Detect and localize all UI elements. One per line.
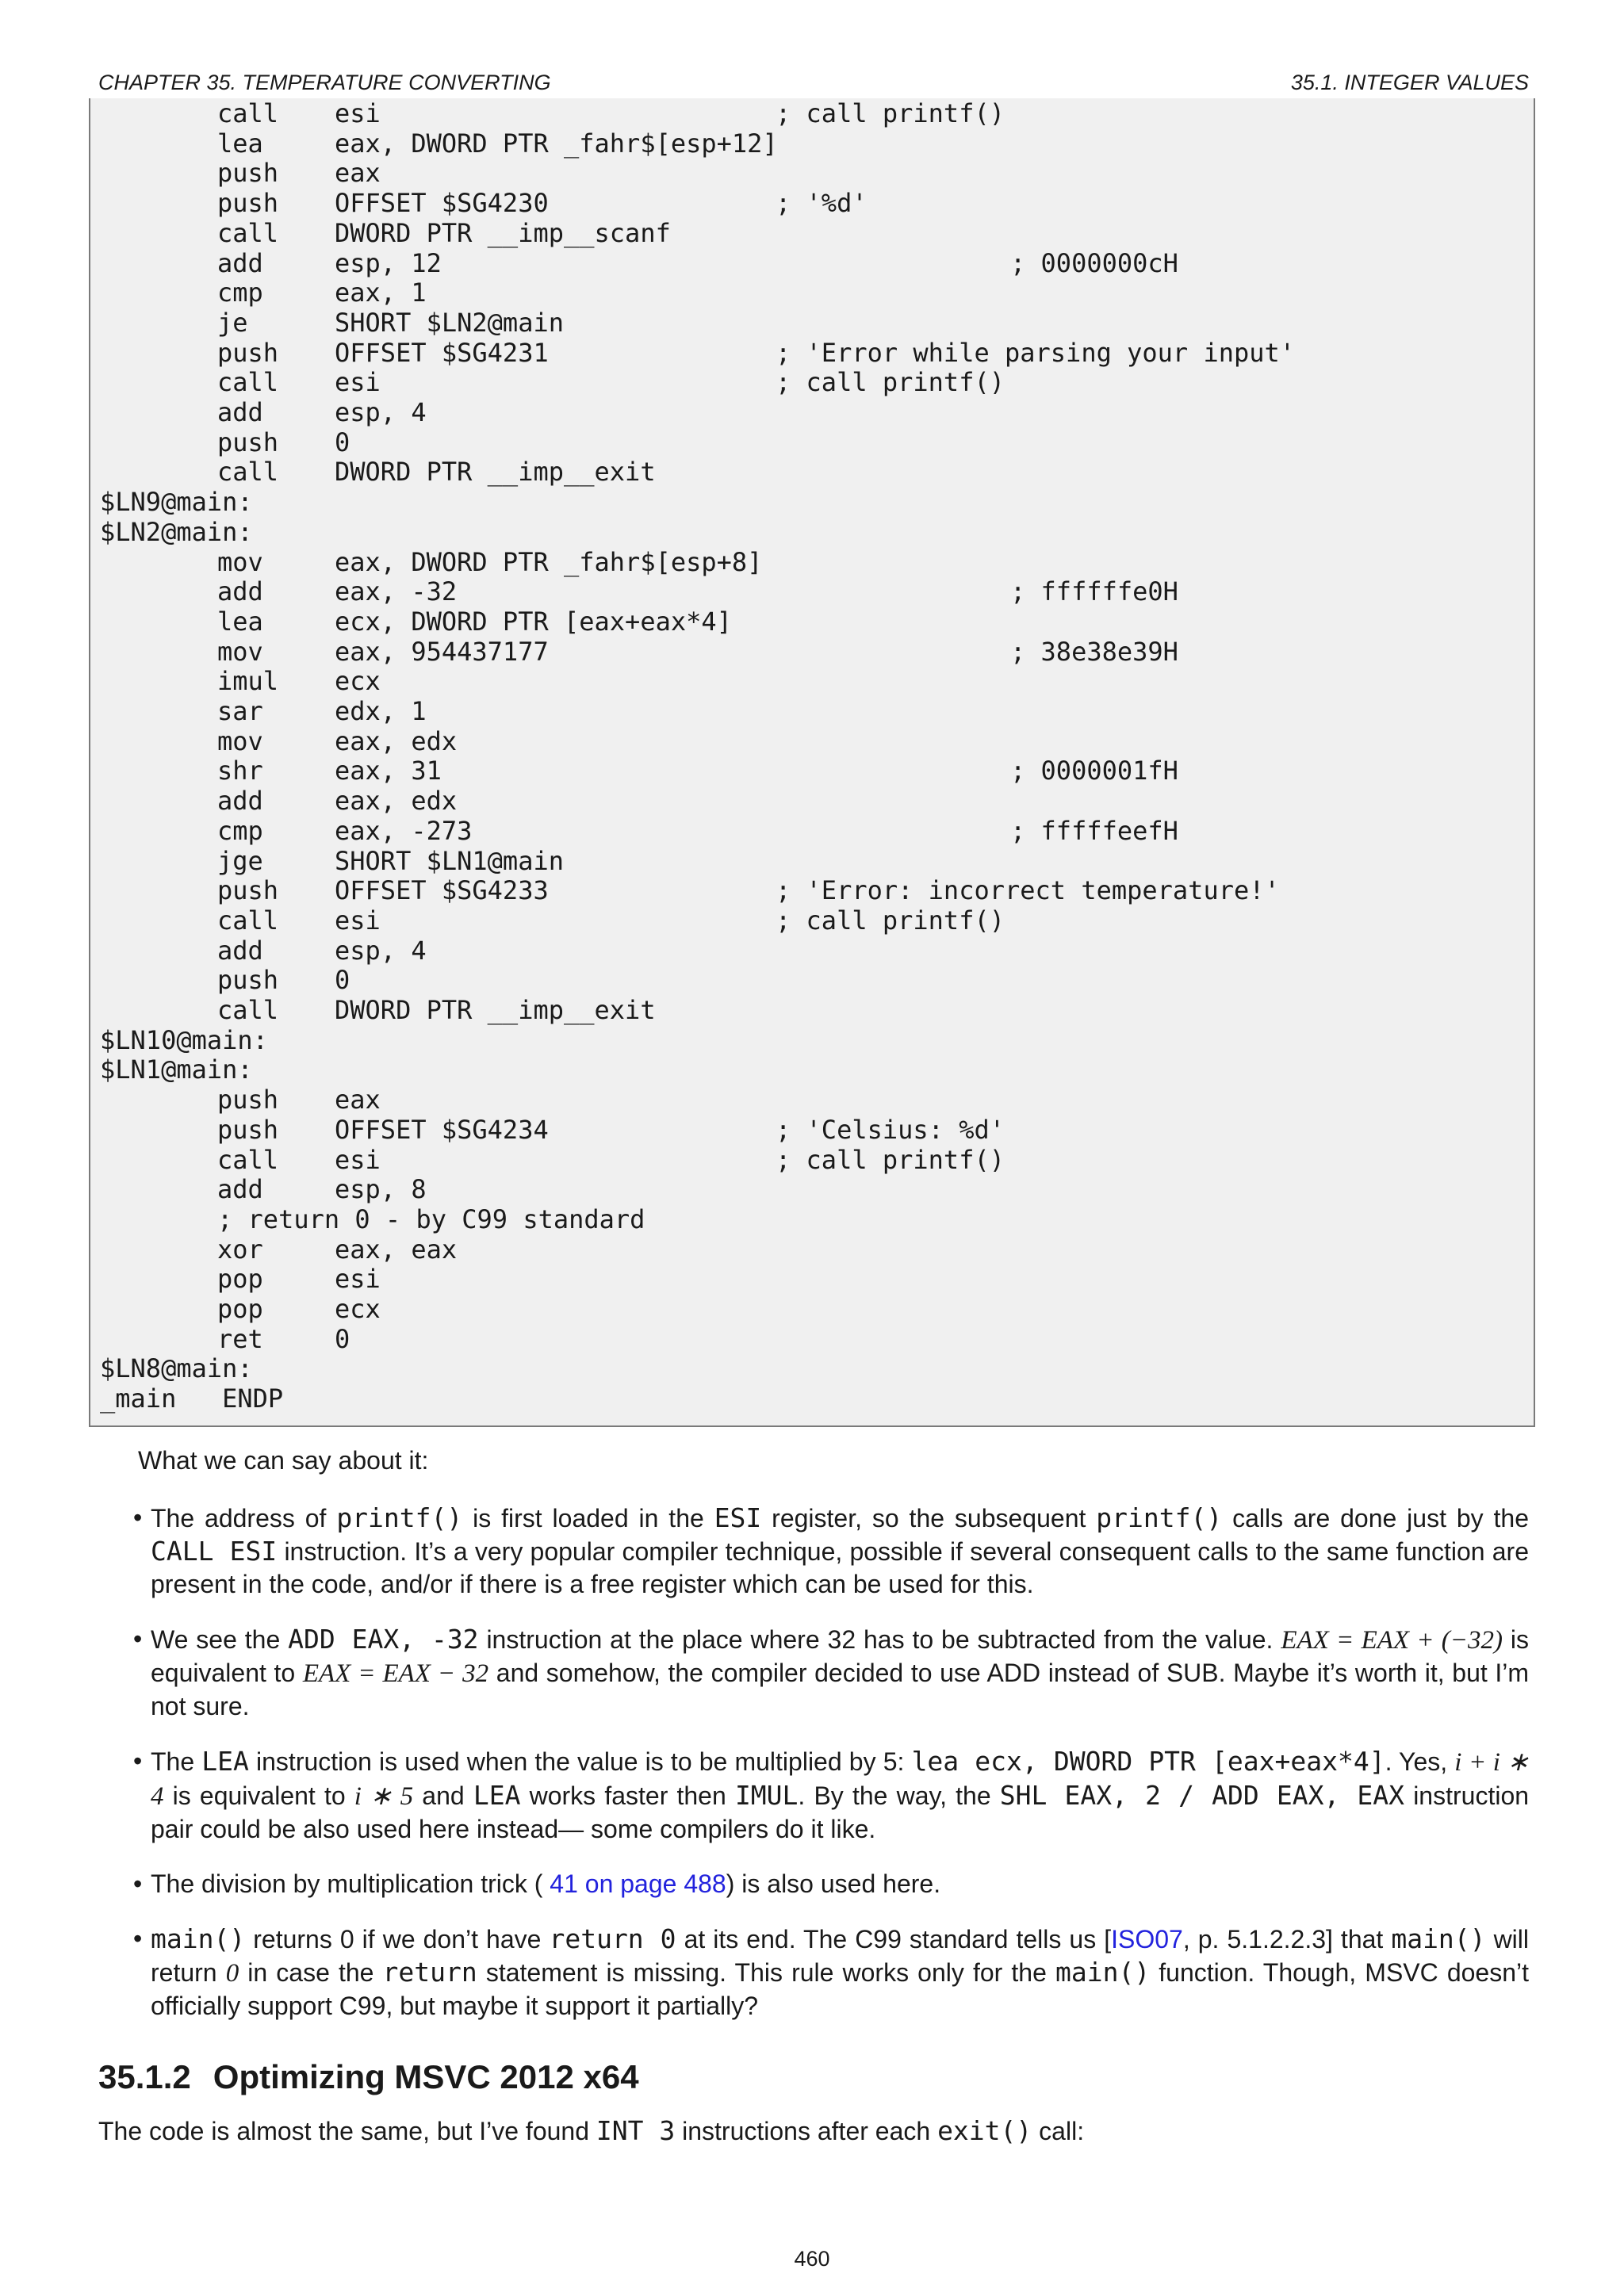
math-expression: EAX = EAX − 32 [302,1659,489,1688]
inline-code: LEA [201,1746,249,1777]
chapter-title: CHAPTER 35. TEMPERATURE CONVERTING [98,71,551,94]
code-mnemonic: add [217,247,263,278]
code-listing [89,98,1535,1427]
code-comment: ; '%d' [776,188,868,219]
code-mnemonic: call [217,98,279,128]
code-line [100,1025,1519,1055]
math-expression: EAX = EAX + (−32) [1281,1626,1503,1655]
text: . Yes, [1385,1747,1455,1776]
code-line [100,607,1519,637]
section-number: 35.1.2 [98,2058,191,2095]
text: is equivalent to [151,1625,1530,1687]
text: The division by multiplication trick ( [151,1869,550,1898]
text: instruction is used when the value is to be multiplied by 5: [248,1747,912,1776]
code-line [100,1054,1519,1085]
code-line [100,308,1519,338]
code-mnemonic: xor [217,1234,263,1265]
code-mnemonic: je [217,307,248,338]
code-mnemonic: call [217,457,279,488]
code-operand: eax [335,158,381,189]
code-line [100,846,1519,876]
code-operand: esp, 4 [335,935,427,966]
page-number: 460 [794,2247,830,2271]
code-comment: ; call printf() [776,1144,1005,1175]
code-mnemonic: push [217,965,279,996]
code-line [100,1264,1519,1294]
code-mnemonic: add [217,935,263,966]
code-mnemonic: push [217,158,279,189]
code-operand: DWORD PTR __imp__exit [335,457,656,488]
code-operand: ecx [335,1294,381,1324]
inline-code: SHL EAX, 2 / ADD EAX, EAX [999,1780,1405,1811]
text: The address of [151,1504,337,1533]
code-mnemonic: push [217,1085,279,1115]
code-line [100,995,1519,1025]
list-item [133,1745,1530,1846]
inline-code: IMUL [734,1780,799,1811]
bullet-marker: • [133,1869,143,1898]
code-label: _main ENDP [100,1383,284,1414]
code-line [100,756,1519,786]
code-mnemonic: ; return 0 - by C99 standard [217,1203,645,1234]
code-operand: esi [335,1264,381,1295]
cross-reference-link[interactable]: 41 on page 488 [550,1869,726,1898]
inline-code: main() [1055,1957,1151,1988]
citation-link[interactable]: ISO07 [1111,1925,1183,1954]
code-mnemonic: push [217,1114,279,1145]
code-label: $LN8@main: [100,1353,253,1384]
code-operand: OFFSET $SG4233 [335,875,549,906]
code-line [100,1115,1519,1145]
code-line [100,427,1519,457]
code-mnemonic: jge [217,845,263,876]
code-operand: eax [335,1085,381,1115]
code-operand: eax, -32 [335,576,458,607]
inline-code: exit() [937,2115,1032,2146]
code-comment: ; 'Error while parsing your input' [776,337,1296,368]
code-line [100,816,1519,846]
code-mnemonic: call [217,995,279,1025]
code-line [100,1294,1519,1324]
math-expression: 0 [225,1959,239,1988]
code-line [100,248,1519,278]
code-comment: ; call printf() [776,905,1005,936]
text: is equivalent to [163,1781,354,1810]
code-operand: eax, DWORD PTR _fahr$[esp+8] [335,546,763,577]
code-operand: OFFSET $SG4234 [335,1114,549,1145]
code-operand: eax, 1 [335,277,427,308]
code-line [100,218,1519,248]
code-operand: ecx [335,666,381,697]
bullet-list [133,1502,1530,2045]
code-line [100,1204,1519,1234]
code-comment: ; fffffeefH [1010,815,1178,846]
code-line [100,875,1519,905]
code-mnemonic: mov [217,546,263,577]
inline-code: CALL ESI [151,1536,278,1567]
text: , p. 5.1.2.2.3] that [1182,1925,1392,1954]
code-line [100,696,1519,726]
text: will return [151,1925,1530,1987]
text: statement is missing. This rule works only for the [477,1958,1055,1987]
code-comment: ; 0000000cH [1010,247,1178,278]
code-operand: eax, eax [335,1234,458,1265]
list-item [133,1623,1530,1723]
code-operand: 0 [335,1323,350,1354]
text: register, so the subsequent [761,1504,1097,1533]
inline-code: return [382,1957,477,1988]
code-label: $LN2@main: [100,516,253,547]
inline-code: ADD EAX, -32 [288,1624,479,1655]
code-operand: esp, 4 [335,397,427,427]
code-mnemonic: add [217,786,263,817]
code-operand: SHORT $LN1@main [335,845,564,876]
text: call: [1032,2117,1085,2145]
code-line [100,367,1519,397]
code-label: $LN10@main: [100,1024,268,1055]
code-line [100,277,1519,308]
code-mnemonic: mov [217,725,263,756]
text: and [413,1781,473,1810]
code-mnemonic: ret [217,1323,263,1354]
code-mnemonic: add [217,397,263,427]
code-line [100,338,1519,368]
inline-code: LEA [473,1780,521,1811]
code-mnemonic: call [217,217,279,248]
code-comment: ; call printf() [776,367,1005,398]
code-label: $LN9@main: [100,487,253,518]
text: at its end. The C99 standard tells us [ [676,1925,1112,1954]
code-operand: ecx, DWORD PTR [eax+eax*4] [335,606,732,637]
code-comment: ; call printf() [776,98,1005,128]
text: The code is almost the same, but I’ve found [98,2117,596,2145]
inline-code: printf() [336,1502,463,1533]
code-operand: edx, 1 [335,696,427,726]
text: works faster then [520,1781,735,1810]
text: function. Though, MSVC doesn’t officially support C99, but maybe it support it partially? [151,1958,1530,2020]
text: We see the [151,1625,289,1654]
bullet-marker: • [133,1924,143,1953]
code-operand: 0 [335,965,350,996]
code-mnemonic: pop [217,1264,263,1295]
code-line [100,576,1519,607]
code-mnemonic: pop [217,1294,263,1324]
code-operand: eax, edx [335,786,458,817]
code-comment: ; ffffffe0H [1010,576,1178,607]
list-item [133,1868,1529,1900]
list-item [133,1502,1530,1601]
code-operand: esp, 12 [335,247,442,278]
code-operand: OFFSET $SG4230 [335,188,549,219]
code-mnemonic: push [217,188,279,219]
code-line [100,786,1519,816]
code-line [100,637,1519,667]
code-line [100,397,1519,427]
code-mnemonic: call [217,905,279,936]
code-operand: eax, -273 [335,815,473,846]
bullet-marker: • [133,1503,143,1532]
code-operand: eax, DWORD PTR _fahr$[esp+12] [335,128,778,159]
text: and somehow, the compiler decided to use ADD instead of SUB. Maybe it’s worth it, but I’m not sure. [151,1659,1530,1720]
text: instructions after each [675,2117,938,2145]
code-operand: eax, 954437177 [335,636,549,667]
inline-code: return 0 [549,1923,676,1954]
paragraph [98,2115,1084,2147]
code-mnemonic: sar [217,696,263,726]
code-mnemonic: call [217,1144,279,1175]
section-title: Optimizing MSVC 2012 x64 [213,2058,639,2095]
code-line [100,457,1519,487]
code-line [100,517,1519,547]
code-operand: DWORD PTR __imp__exit [335,995,656,1025]
section-heading [98,2057,639,2098]
code-comment: ; 0000001fH [1010,756,1178,786]
code-line [100,1174,1519,1204]
code-line [100,487,1519,517]
code-operand: SHORT $LN2@main [335,307,564,338]
code-mnemonic: lea [217,128,263,159]
code-line [100,158,1519,188]
code-operand: esi [335,367,381,398]
text: calls are done just by the [1222,1504,1530,1533]
code-line [100,1085,1519,1115]
code-mnemonic: shr [217,756,263,786]
list-item [133,1923,1530,2022]
text: instruction at the place where 32 has to be subtracted from the value. [478,1625,1281,1654]
section-running-title: 35.1. INTEGER VALUES [1290,71,1529,94]
code-line [100,128,1519,159]
inline-code: main() [1391,1923,1486,1954]
code-mnemonic: mov [217,636,263,667]
code-operand: 0 [335,427,350,457]
code-line [100,188,1519,218]
code-mnemonic: push [217,427,279,457]
text: instruction pair could be also used here instead— some compilers do it like. [151,1781,1530,1843]
code-operand: eax, 31 [335,756,442,786]
text: The [151,1747,202,1776]
code-mnemonic: push [217,875,279,906]
bullet-marker: • [133,1747,143,1775]
code-mnemonic: call [217,367,279,398]
code-line [100,1383,1519,1414]
code-mnemonic: cmp [217,277,263,308]
text: in case the [239,1958,383,1987]
code-operand: OFFSET $SG4231 [335,337,549,368]
code-operand: esi [335,98,381,128]
code-operand: esp, 8 [335,1174,427,1205]
code-line [100,1234,1519,1265]
code-mnemonic: add [217,1174,263,1205]
code-mnemonic: lea [217,606,263,637]
code-operand: esi [335,1144,381,1175]
code-comment: ; 'Celsius: %d' [776,1114,1005,1145]
math-expression: i + i ∗ 4 [151,1748,1530,1811]
text: is first loaded in the [462,1504,714,1533]
code-operand: eax, edx [335,725,458,756]
code-line [100,905,1519,936]
code-line [100,1324,1519,1354]
intro-text: What we can say about it: [138,1446,429,1475]
text: . By the way, the [798,1781,1000,1810]
code-mnemonic: add [217,576,263,607]
text: ) is also used here. [726,1869,941,1898]
code-mnemonic: push [217,337,279,368]
code-line [100,965,1519,995]
code-line [100,98,1519,128]
math-expression: i ∗ 5 [354,1782,414,1811]
running-header [98,67,1529,100]
code-comment: ; 'Error: incorrect temperature!' [776,875,1280,906]
code-operand: DWORD PTR __imp__scanf [335,217,671,248]
code-line [100,936,1519,966]
inline-code: printf() [1096,1502,1223,1533]
code-line [100,547,1519,577]
code-line [100,726,1519,756]
code-mnemonic: imul [217,666,279,697]
inline-code: lea ecx, DWORD PTR [eax+eax*4] [911,1746,1385,1777]
inline-code: ESI [714,1502,762,1533]
inline-code: main() [151,1923,246,1954]
code-line [100,1353,1519,1383]
bullet-marker: • [133,1624,143,1653]
text: returns 0 if we don’t have [245,1925,550,1954]
inline-code: INT 3 [596,2115,676,2146]
code-label: $LN1@main: [100,1054,253,1085]
code-mnemonic: cmp [217,815,263,846]
code-operand: esi [335,905,381,936]
code-line [100,1145,1519,1175]
code-comment: ; 38e38e39H [1010,636,1178,667]
text: instruction. It’s a very popular compiler technique, possible if several consequent calls to the same function are present in the code, and/or if there is a free register which can be used for this. [151,1537,1529,1598]
code-line [100,666,1519,696]
